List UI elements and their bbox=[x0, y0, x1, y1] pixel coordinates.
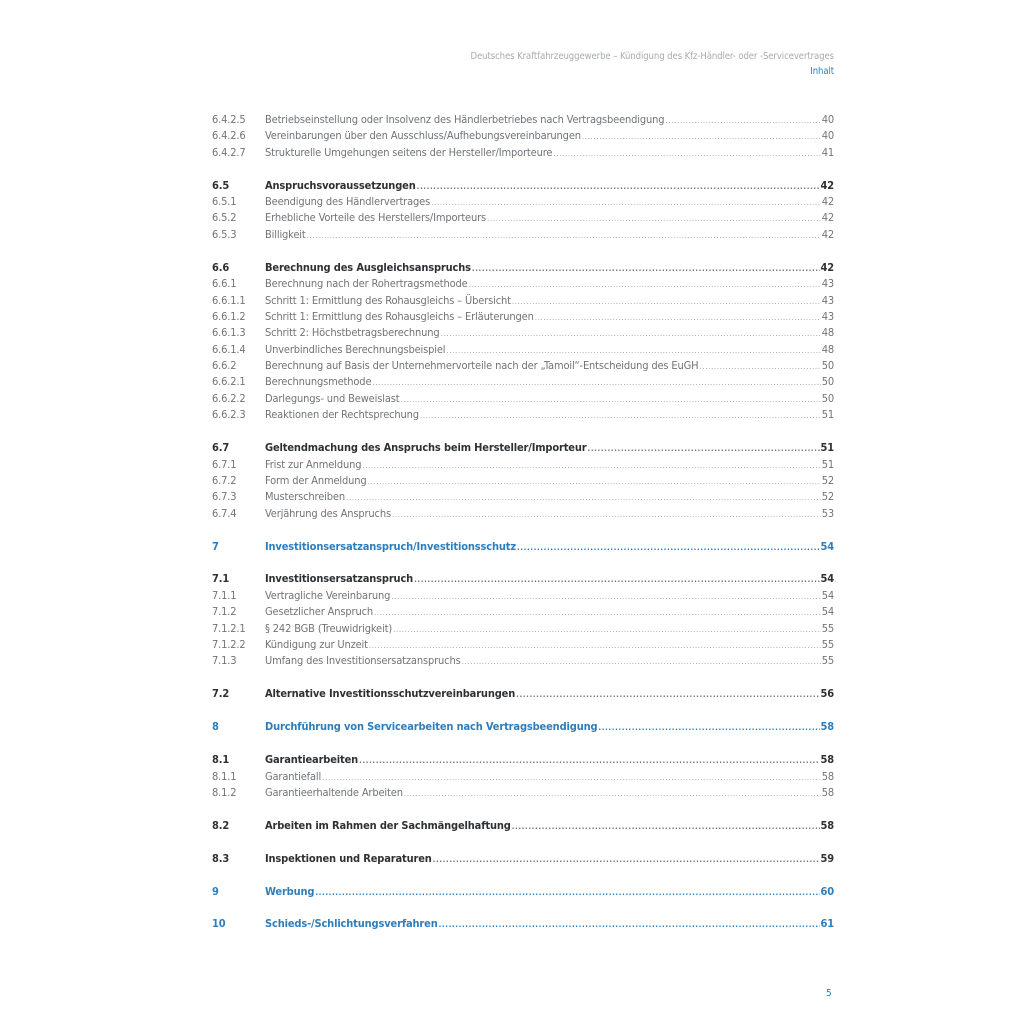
toc-entry[interactable] bbox=[212, 540, 834, 556]
toc-entry-number: 6.7.4 bbox=[212, 506, 237, 520]
toc-entry[interactable] bbox=[212, 146, 834, 162]
toc-entry-title[interactable]: Anspruchsvoraussetzungen bbox=[265, 178, 416, 192]
toc-entry-page[interactable]: 43 bbox=[821, 277, 834, 291]
toc-entry[interactable] bbox=[212, 654, 834, 670]
dot-leader bbox=[582, 132, 821, 141]
toc-entry-number: 7.1.1 bbox=[212, 588, 237, 602]
toc-entry[interactable] bbox=[212, 294, 834, 310]
toc-entry-title[interactable]: Billigkeit bbox=[265, 227, 306, 241]
toc-entry-number: 8.1.2 bbox=[212, 785, 237, 799]
toc-entry-title[interactable]: Vertragliche Vereinbarung bbox=[265, 588, 391, 602]
section-spacer bbox=[212, 162, 834, 179]
toc-entry-title[interactable]: Berechnung auf Basis der Unternehmervorteile nach der „Tamoil“-Entscheidung des EuGH bbox=[265, 359, 699, 373]
toc-entry-page[interactable]: 51 bbox=[820, 441, 834, 455]
toc-entry-number: 6.6.1.1 bbox=[212, 293, 246, 307]
toc-entry-title[interactable]: Durchführung von Servicearbeiten nach Vertragsbeendigung bbox=[265, 720, 598, 734]
toc-entry-page[interactable]: 51 bbox=[821, 457, 834, 471]
dot-leader bbox=[414, 575, 819, 584]
toc-entry-page[interactable]: 54 bbox=[821, 588, 834, 602]
toc-entry-number: 6.5.2 bbox=[212, 211, 237, 225]
toc-entry-number: 7.1 bbox=[212, 572, 230, 586]
toc-entry-title[interactable]: Gesetzlicher Anspruch bbox=[265, 605, 373, 619]
toc-entry-number: 6.6.1 bbox=[212, 277, 237, 291]
toc-entry-title[interactable]: Inspektionen und Reparaturen bbox=[265, 851, 432, 865]
toc-entry-page[interactable]: 60 bbox=[820, 884, 834, 898]
dot-leader bbox=[417, 182, 820, 191]
toc-entry-number: 10 bbox=[212, 917, 226, 931]
toc-entry-page[interactable]: 54 bbox=[820, 539, 834, 553]
toc-entry-page[interactable]: 59 bbox=[820, 851, 834, 865]
section-spacer bbox=[212, 901, 834, 918]
toc-entry-number: 6.6.1.3 bbox=[212, 326, 246, 340]
dot-leader bbox=[699, 362, 820, 371]
toc-entry-number: 6.5.1 bbox=[212, 195, 237, 209]
toc-entry-title[interactable]: Schritt 2: Höchstbetragsberechnung bbox=[265, 326, 440, 340]
toc-entry[interactable] bbox=[212, 375, 834, 391]
dot-leader bbox=[433, 855, 820, 864]
toc-entry[interactable] bbox=[212, 392, 834, 408]
toc-entry-title[interactable]: Schieds-/Schlichtungsverfahren bbox=[265, 917, 438, 931]
toc-entry-page[interactable]: 56 bbox=[820, 687, 834, 701]
toc-entry-number: 8.2 bbox=[212, 818, 230, 832]
toc-entry-title[interactable]: Investitionsersatzanspruch bbox=[265, 572, 414, 586]
toc-entry-number: 7.1.2.2 bbox=[212, 638, 246, 652]
toc-entry-page[interactable]: 58 bbox=[821, 785, 834, 799]
toc-entry[interactable] bbox=[212, 917, 834, 933]
toc-entry-page[interactable]: 55 bbox=[821, 638, 834, 652]
toc-entry-title[interactable]: Schritt 1: Ermittlung des Rohausgleichs – Erläuterungen bbox=[265, 309, 534, 323]
toc-entry[interactable] bbox=[212, 490, 834, 506]
dot-leader bbox=[469, 280, 821, 289]
toc-entry-page[interactable]: 50 bbox=[821, 375, 834, 389]
toc-entry[interactable] bbox=[212, 572, 834, 588]
toc-entry-number: 6.7.1 bbox=[212, 457, 237, 471]
toc-entry-title[interactable]: Berechnung des Ausgleichsanspruchs bbox=[265, 260, 471, 274]
toc-entry[interactable] bbox=[212, 638, 834, 654]
toc-entry-title[interactable]: Kündigung zur Unzeit bbox=[265, 638, 368, 652]
toc-entry[interactable] bbox=[212, 622, 834, 638]
toc-entry-page[interactable]: 42 bbox=[821, 211, 834, 225]
toc-entry[interactable] bbox=[212, 343, 834, 359]
dot-leader bbox=[553, 149, 820, 158]
page-number: 5 bbox=[826, 988, 832, 999]
toc-entry-title[interactable]: Beendigung des Händlervertrages bbox=[265, 195, 431, 209]
toc-entry-page[interactable]: 51 bbox=[821, 408, 834, 422]
toc-entry[interactable] bbox=[212, 753, 834, 769]
dot-leader bbox=[374, 608, 821, 617]
toc-entry-page[interactable]: 42 bbox=[821, 227, 834, 241]
dot-leader bbox=[512, 297, 821, 306]
toc-entry[interactable] bbox=[212, 589, 834, 605]
toc-entry-title[interactable]: Investitionsersatzanspruch/Investitionsschutz bbox=[265, 539, 516, 553]
toc-entry[interactable] bbox=[212, 129, 834, 145]
dot-leader bbox=[431, 198, 821, 207]
toc-entry-title[interactable]: Form der Anmeldung bbox=[265, 473, 367, 487]
toc-entry-page[interactable]: 58 bbox=[820, 720, 834, 734]
section-spacer bbox=[212, 835, 834, 852]
toc-entry-title[interactable]: Musterschreiben bbox=[265, 490, 345, 504]
toc-entry-page[interactable]: 54 bbox=[821, 605, 834, 619]
toc-entry-number: 8 bbox=[212, 720, 219, 734]
toc-entry-title[interactable]: Garantiearbeiten bbox=[265, 753, 359, 767]
toc-entry[interactable] bbox=[212, 441, 834, 457]
toc-entry-number: 6.6.2.1 bbox=[212, 375, 246, 389]
toc-entry-title[interactable]: Berechnung nach der Rohertragsmethode bbox=[265, 277, 468, 291]
toc-entry[interactable] bbox=[212, 687, 834, 703]
dot-leader bbox=[516, 690, 819, 699]
toc-entry-number: 8.1.1 bbox=[212, 769, 237, 783]
toc-entry-title[interactable]: Werbung bbox=[265, 884, 315, 898]
dot-leader bbox=[420, 411, 821, 420]
toc-entry-number: 6.6.2 bbox=[212, 359, 237, 373]
toc-entry[interactable] bbox=[212, 720, 834, 736]
toc-entry-title[interactable]: Frist zur Anmeldung bbox=[265, 457, 362, 471]
toc-entry[interactable] bbox=[212, 261, 834, 277]
toc-entry-page[interactable]: 48 bbox=[821, 326, 834, 340]
section-spacer bbox=[212, 868, 834, 885]
dot-leader bbox=[665, 116, 820, 125]
toc-entry-title[interactable]: § 242 BGB (Treuwidrigkeit) bbox=[265, 621, 393, 635]
section-spacer bbox=[212, 737, 834, 754]
toc-entry-number: 6.6.1.4 bbox=[212, 342, 246, 356]
dot-leader bbox=[598, 723, 819, 732]
toc-entry-title[interactable]: Geltendmachung des Anspruchs beim Hersteller/Importeur bbox=[265, 441, 587, 455]
toc-entry-number: 6.5 bbox=[212, 178, 230, 192]
section-spacer bbox=[212, 802, 834, 819]
toc-entry[interactable] bbox=[212, 852, 834, 868]
dot-leader bbox=[315, 888, 819, 897]
dot-leader bbox=[517, 543, 820, 552]
dot-leader bbox=[588, 444, 820, 453]
toc-entry-page[interactable]: 50 bbox=[821, 359, 834, 373]
toc-entry[interactable] bbox=[212, 228, 834, 244]
dot-leader bbox=[472, 264, 820, 273]
toc-entry-title[interactable]: Vereinbarungen über den Ausschluss/Aufhebungsvereinbarungen bbox=[265, 129, 581, 143]
section-spacer bbox=[212, 704, 834, 721]
toc-entry[interactable] bbox=[212, 113, 834, 129]
toc-entry-page[interactable]: 50 bbox=[821, 391, 834, 405]
toc-entry-number: 9 bbox=[212, 884, 219, 898]
dot-leader bbox=[446, 346, 820, 355]
toc-entry[interactable] bbox=[212, 179, 834, 195]
toc-entry-title[interactable]: Berechnungsmethode bbox=[265, 375, 372, 389]
toc-entry-title[interactable]: Schritt 1: Ermittlung des Rohausgleichs – Übersicht bbox=[265, 293, 511, 307]
toc-entry-page[interactable]: 42 bbox=[820, 178, 834, 192]
toc-entry[interactable] bbox=[212, 885, 834, 901]
toc-entry-title[interactable]: Umfang des Investitionsersatzanspruchs bbox=[265, 654, 461, 668]
toc-entry-number: 8.3 bbox=[212, 851, 230, 865]
toc-entry-title[interactable]: Reaktionen der Rechtsprechung bbox=[265, 408, 419, 422]
section-label: Inhalt bbox=[810, 66, 834, 77]
toc-entry-title[interactable]: Verjährung des Anspruchs bbox=[265, 506, 391, 520]
section-spacer bbox=[212, 556, 834, 573]
toc-entry[interactable] bbox=[212, 195, 834, 211]
toc-entry-page[interactable]: 42 bbox=[820, 260, 834, 274]
toc-entry[interactable] bbox=[212, 359, 834, 375]
dot-leader bbox=[362, 461, 820, 470]
toc-entry-page[interactable]: 42 bbox=[821, 195, 834, 209]
dot-leader bbox=[369, 641, 821, 650]
dot-leader bbox=[307, 231, 821, 240]
toc-entry-number: 8.1 bbox=[212, 753, 230, 767]
toc-entry-title[interactable]: Garantieerhaltende Arbeiten bbox=[265, 785, 403, 799]
toc-entry[interactable] bbox=[212, 770, 834, 786]
dot-leader bbox=[359, 756, 819, 765]
toc-entry-page[interactable]: 41 bbox=[821, 145, 834, 159]
toc-entry[interactable] bbox=[212, 605, 834, 621]
toc-entry[interactable] bbox=[212, 277, 834, 293]
toc-entry-title[interactable]: Alternative Investitionsschutzvereinbarungen bbox=[265, 687, 516, 701]
toc-entry-number: 6.6.2.3 bbox=[212, 408, 246, 422]
toc-entry-page[interactable]: 58 bbox=[820, 818, 834, 832]
dot-leader bbox=[512, 822, 820, 831]
toc-entry-number: 6.6 bbox=[212, 260, 230, 274]
toc-entry-page[interactable]: 58 bbox=[820, 753, 834, 767]
section-spacer bbox=[212, 425, 834, 442]
toc-entry-page[interactable]: 40 bbox=[821, 113, 834, 126]
table-of-contents bbox=[212, 113, 834, 934]
toc-entry-number: 6.7.3 bbox=[212, 490, 237, 504]
toc-entry-number: 6.4.2.5 bbox=[212, 113, 246, 126]
toc-entry-title[interactable]: Darlegungs- und Beweislast bbox=[265, 391, 400, 405]
toc-entry-page[interactable]: 52 bbox=[821, 490, 834, 504]
dot-leader bbox=[393, 625, 821, 634]
toc-entry[interactable] bbox=[212, 326, 834, 342]
dot-leader bbox=[404, 789, 821, 798]
toc-entry-title[interactable]: Erhebliche Vorteile des Herstellers/Importeurs bbox=[265, 211, 487, 225]
dot-leader bbox=[372, 378, 820, 387]
dot-leader bbox=[439, 920, 820, 929]
toc-entry-page[interactable]: 61 bbox=[820, 917, 834, 931]
toc-entry-page[interactable]: 43 bbox=[821, 293, 834, 307]
dot-leader bbox=[462, 657, 821, 666]
toc-entry-number: 6.5.3 bbox=[212, 227, 237, 241]
running-header bbox=[471, 49, 834, 79]
toc-entry-page[interactable]: 53 bbox=[821, 506, 834, 520]
toc-entry-number: 6.7 bbox=[212, 441, 230, 455]
toc-entry-page[interactable]: 52 bbox=[821, 473, 834, 487]
toc-entry-number: 7.1.3 bbox=[212, 654, 237, 668]
toc-entry-title[interactable]: Garantiefall bbox=[265, 769, 322, 783]
toc-entry-number: 7.1.2.1 bbox=[212, 621, 246, 635]
toc-entry-page[interactable]: 43 bbox=[821, 309, 834, 323]
toc-entry-number: 6.6.2.2 bbox=[212, 391, 246, 405]
toc-entry[interactable] bbox=[212, 458, 834, 474]
dot-leader bbox=[535, 313, 821, 322]
dot-leader bbox=[392, 510, 821, 519]
dot-leader bbox=[322, 773, 821, 782]
dot-leader bbox=[487, 214, 821, 223]
toc-entry-title[interactable]: Unverbindliches Berechnungsbeispiel bbox=[265, 342, 446, 356]
toc-entry-title[interactable]: Strukturelle Umgehungen seitens der Hersteller/Importeure bbox=[265, 145, 553, 159]
dot-leader bbox=[346, 493, 821, 502]
toc-entry-title[interactable]: Arbeiten im Rahmen der Sachmängelhaftung bbox=[265, 818, 511, 832]
document-title: Deutsches Kraftfahrzeuggewerbe – Kündigung des Kfz-Händler- oder -Servicevertrages bbox=[470, 51, 834, 62]
toc-entry[interactable] bbox=[212, 408, 834, 424]
toc-entry-number: 7.2 bbox=[212, 687, 230, 701]
toc-entry-title[interactable]: Betriebseinstellung oder Insolvenz des Händlerbetriebes nach Vertragsbeendigung bbox=[265, 113, 665, 126]
toc-entry-number: 6.7.2 bbox=[212, 473, 237, 487]
dot-leader bbox=[368, 477, 821, 486]
section-spacer bbox=[212, 671, 834, 688]
toc-entry-number: 6.4.2.7 bbox=[212, 145, 246, 159]
toc-entry-page[interactable]: 40 bbox=[821, 129, 834, 143]
dot-leader bbox=[400, 395, 820, 404]
section-spacer bbox=[212, 244, 834, 261]
toc-entry[interactable] bbox=[212, 474, 834, 490]
toc-entry-page[interactable]: 55 bbox=[821, 654, 834, 668]
toc-entry[interactable] bbox=[212, 211, 834, 227]
toc-entry[interactable] bbox=[212, 507, 834, 523]
toc-entry[interactable] bbox=[212, 786, 834, 802]
toc-entry-number: 7 bbox=[212, 539, 219, 553]
toc-entry-page[interactable]: 58 bbox=[821, 769, 834, 783]
section-spacer bbox=[212, 523, 834, 540]
toc-entry-number: 7.1.2 bbox=[212, 605, 237, 619]
toc-entry[interactable] bbox=[212, 819, 834, 835]
dot-leader bbox=[391, 592, 820, 601]
toc-entry-page[interactable]: 54 bbox=[820, 572, 834, 586]
toc-entry-page[interactable]: 48 bbox=[821, 342, 834, 356]
toc-entry-number: 6.6.1.2 bbox=[212, 309, 246, 323]
dot-leader bbox=[441, 329, 821, 338]
toc-entry-page[interactable]: 55 bbox=[821, 621, 834, 635]
toc-entry-number: 6.4.2.6 bbox=[212, 129, 246, 143]
toc-entry[interactable] bbox=[212, 310, 834, 326]
